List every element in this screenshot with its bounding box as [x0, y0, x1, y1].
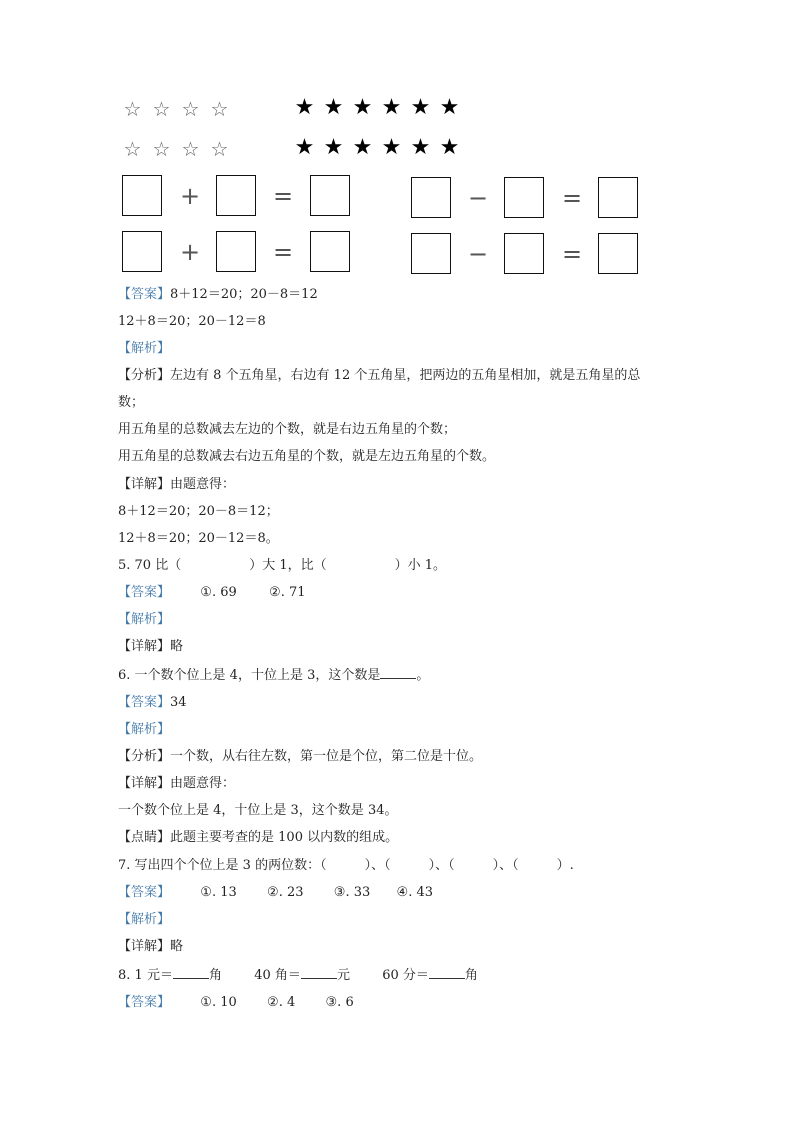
hollow-star-icon: ☆	[152, 137, 171, 161]
hollow-stars-row-2	[118, 137, 234, 161]
solid-star-icon: ★	[294, 135, 315, 160]
answer-box[interactable]	[411, 177, 451, 218]
q6-question	[118, 666, 429, 685]
q6-fenxi	[118, 748, 482, 766]
answer-box[interactable]	[598, 233, 638, 274]
q5-answer	[118, 584, 306, 602]
detail-text: 略	[170, 639, 184, 654]
detail-text: 由题意得：	[170, 776, 236, 791]
question-text: ）大 1，比（	[249, 558, 327, 573]
answer-item: ④. 43	[396, 885, 434, 900]
hollow-star-icon: ☆	[210, 97, 229, 121]
q4-answer	[118, 286, 318, 304]
fenxi-label: 【分析】	[118, 368, 171, 383]
answer-item: ②. 4	[267, 995, 296, 1010]
detail-label: 【详解】	[118, 477, 171, 492]
solid-stars-row-1	[290, 95, 464, 120]
separator: ）、（	[428, 858, 455, 873]
question-text: 6. 一个数个位上是 4，十位上是 3，这个数是	[118, 668, 381, 683]
minus-sign: −	[468, 184, 489, 212]
q4-fenxi-line3: 用五角星的总数减去左边的个数，就是右边五角星的个数；	[118, 422, 457, 437]
hollow-star-icon: ☆	[210, 137, 229, 161]
answer-item: ①. 69	[200, 585, 237, 600]
answer-box[interactable]	[216, 231, 256, 272]
solid-star-icon: ★	[323, 135, 344, 160]
detail-label: 【详解】	[118, 776, 171, 791]
answer-text: 34	[170, 695, 187, 710]
question-text: 角	[208, 968, 222, 983]
hollow-star-icon: ☆	[123, 137, 142, 161]
detail-text: 由题意得：	[170, 477, 236, 492]
q8-answer	[118, 994, 354, 1012]
question-text: ）小 1。	[394, 558, 447, 573]
dianjing-label: 【点睛】	[118, 830, 171, 845]
equals-sign: =	[562, 240, 583, 268]
analysis-label: 【解析】	[118, 612, 171, 627]
hollow-star-icon: ☆	[123, 97, 142, 121]
answer-label: 【答案】	[118, 995, 171, 1010]
q4-detail	[118, 476, 235, 494]
answer-box[interactable]	[310, 175, 350, 216]
solid-star-icon: ★	[410, 95, 431, 120]
answer-item: ②. 71	[269, 585, 306, 600]
q7-question	[118, 857, 574, 875]
analysis-label: 【解析】	[118, 722, 171, 737]
answer-label: 【答案】	[118, 885, 171, 900]
separator: ）、（	[492, 858, 519, 873]
hollow-star-icon: ☆	[181, 137, 200, 161]
detail-label: 【详解】	[118, 939, 171, 954]
detail-text: 略	[170, 939, 184, 954]
q5-detail	[118, 638, 183, 656]
fenxi-label: 【分析】	[118, 749, 171, 764]
hollow-star-icon: ☆	[152, 97, 171, 121]
question-text: 角	[464, 968, 478, 983]
answer-item: ③. 33	[333, 885, 371, 900]
answer-box[interactable]	[216, 175, 256, 216]
separator: ）、（	[364, 858, 391, 873]
plus-sign: +	[180, 182, 201, 210]
q4-fenxi-cont: 数；	[118, 395, 145, 410]
answer-text: 8＋12＝20；20－8＝12	[170, 287, 318, 302]
q4-detail-line2: 12＋8＝20；20－12＝8。	[118, 531, 279, 546]
answer-blank[interactable]	[380, 666, 416, 679]
answer-box[interactable]	[504, 233, 544, 274]
question-text: 40 角＝	[254, 968, 301, 983]
solid-star-icon: ★	[352, 95, 373, 120]
answer-item: ③. 6	[325, 995, 354, 1010]
equals-sign: =	[273, 182, 294, 210]
question-text: 60 分＝	[382, 968, 429, 983]
analysis-label: 【解析】	[118, 341, 171, 356]
q4-detail-line1: 8＋12＝20；20－8＝12；	[118, 504, 279, 519]
analysis-label: 【解析】	[118, 912, 171, 927]
q7-detail	[118, 938, 183, 956]
answer-box[interactable]	[504, 177, 544, 218]
answer-label: 【答案】	[118, 585, 171, 600]
q6-answer	[118, 694, 187, 712]
q6-detail-line1: 一个数个位上是 4，十位上是 3，这个数是 34。	[118, 803, 398, 818]
answer-label: 【答案】	[118, 695, 171, 710]
answer-item: ②. 23	[267, 885, 304, 900]
question-text: ）.	[556, 858, 574, 873]
question-text: 7. 写出四个个位上是 3 的两位数：（	[118, 858, 327, 873]
q6-detail	[118, 775, 235, 793]
q8-question	[118, 966, 478, 985]
question-text: 8. 1 元＝	[118, 968, 173, 983]
fenxi-text: 一个数，从右往左数，第一位是个位，第二位是十位。	[170, 749, 483, 764]
solid-star-icon: ★	[381, 95, 402, 120]
answer-blank[interactable]	[301, 966, 337, 979]
fenxi-text: 左边有 8 个五角星，右边有 12 个五角星，把两边的五角星相加，就是五角星的总	[170, 368, 641, 383]
answer-label: 【答案】	[118, 287, 171, 302]
answer-blank[interactable]	[173, 966, 209, 979]
q4-fenxi-line4: 用五角星的总数减去右边五角星的个数，就是左边五角星的个数。	[118, 449, 496, 464]
answer-box[interactable]	[598, 177, 638, 218]
question-text: 元	[336, 968, 350, 983]
q4-fenxi	[118, 367, 640, 385]
answer-box[interactable]	[411, 233, 451, 274]
solid-stars-row-2	[290, 135, 464, 160]
answer-item: ①. 13	[200, 885, 237, 900]
question-text: 。	[416, 668, 430, 683]
plus-sign: +	[180, 238, 201, 266]
solid-star-icon: ★	[323, 95, 344, 120]
hollow-stars-row-1	[118, 97, 234, 121]
q4-answer-line2: 12＋8＝20；20－12＝8	[118, 314, 266, 329]
question-text: 5. 70 比（	[118, 558, 182, 573]
answer-item: ①. 10	[200, 995, 237, 1010]
solid-star-icon: ★	[439, 95, 460, 120]
hollow-star-icon: ☆	[181, 97, 200, 121]
q6-dianjing	[118, 829, 398, 847]
answer-box[interactable]	[122, 175, 162, 216]
q7-answer	[118, 884, 433, 902]
answer-box[interactable]	[310, 231, 350, 272]
solid-star-icon: ★	[439, 135, 460, 160]
q5-question	[118, 557, 446, 575]
solid-star-icon: ★	[381, 135, 402, 160]
solid-star-icon: ★	[352, 135, 373, 160]
detail-label: 【详解】	[118, 639, 171, 654]
equals-sign: =	[562, 184, 583, 212]
solid-star-icon: ★	[410, 135, 431, 160]
solid-star-icon: ★	[294, 95, 315, 120]
dianjing-text: 此题主要考查的是 100 以内数的组成。	[170, 830, 399, 845]
minus-sign: −	[468, 240, 489, 268]
equals-sign: =	[273, 238, 294, 266]
answer-box[interactable]	[122, 231, 162, 272]
answer-blank[interactable]	[429, 966, 465, 979]
